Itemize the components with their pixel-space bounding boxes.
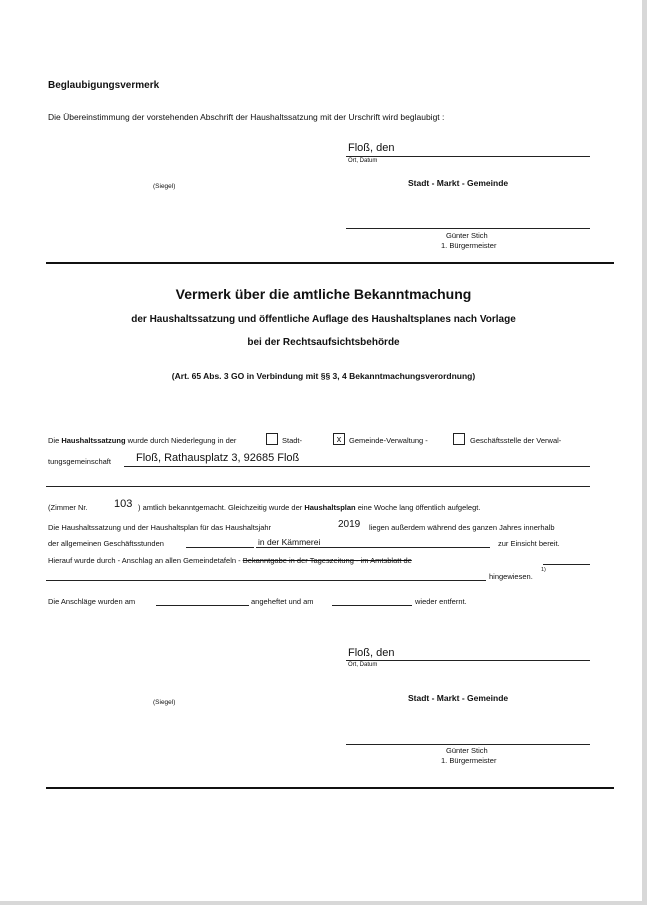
posted-label-c: wieder entfernt. [415, 597, 467, 606]
option-stadt-label: Stadt- [282, 436, 303, 445]
certification-statement: Die Übereinstimmung der vorstehenden Abschrift der Haushaltssatzung mit der Urschrift wird beglaubigt : [48, 112, 445, 122]
posted-label-b: angeheftet und am [251, 597, 314, 606]
checkbox-geschaeftsstelle[interactable] [453, 433, 465, 445]
signer-title: 1. Bürgermeister [441, 241, 497, 250]
hierauf-struck-text: Bekanntgabe in der Tageszeitung - im Amtsblatt de [242, 556, 412, 565]
zimmer-sentence [138, 503, 480, 512]
publication-prefix: Die [48, 436, 62, 445]
zimmer-rest-b: eine Woche lang öffentlich aufgelegt. [355, 503, 481, 512]
signature-line [346, 228, 590, 229]
notice-signer-name: Günter Stich [446, 746, 488, 755]
notice-subtitle-2: bei der Rechtsaufsichtsbehörde [247, 337, 400, 348]
footnote-mark: 1) [541, 567, 546, 573]
place-date-line [346, 156, 590, 157]
year-value[interactable]: 2019 [338, 519, 361, 530]
certification-heading: Beglaubigungsvermerk [48, 80, 160, 91]
year-sentence-a: Die Haushaltssatzung und der Haushaltsplan für das Haushaltsjahr [48, 523, 272, 532]
hours-line [186, 547, 254, 548]
verwaltungsgemeinschaft-label: tungsgemeinschaft [48, 457, 111, 466]
signer-name: Günter Stich [446, 231, 488, 240]
notice-place-date-caption: Ort, Datum [348, 662, 378, 668]
inspection-text: zur Einsicht bereit. [498, 539, 560, 548]
seal-label: (Siegel) [153, 183, 176, 190]
notice-signer-title: 1. Bürgermeister [441, 756, 497, 765]
haushaltsplan-label: Haushaltsplan [304, 503, 356, 512]
hierauf-text: Hierauf wurde durch - Anschlag an allen Gemeindetafeln - [48, 556, 243, 565]
place-date-caption: Ort, Datum [348, 158, 378, 164]
bottom-divider [46, 787, 614, 789]
hierauf-sentence [48, 556, 412, 565]
notice-title: Vermerk über die amtliche Bekanntmachung [175, 286, 472, 302]
notice-signature-line [346, 744, 590, 745]
hierauf-end-line [543, 564, 590, 565]
separator-line [46, 486, 590, 487]
hingewiesen-label: hingewiesen. [489, 572, 533, 581]
notice-seal-label: (Siegel) [153, 699, 176, 706]
checkbox-gemeinde[interactable]: x [333, 433, 345, 445]
notice-municipality-label: Stadt - Markt - Gemeinde [408, 693, 509, 703]
haushaltssatzung-label: Haushaltssatzung [61, 436, 126, 445]
zimmer-label: (Zimmer Nr. [48, 503, 88, 512]
checkbox-stadt[interactable] [266, 433, 278, 445]
address-line [124, 466, 590, 467]
legal-reference: (Art. 65 Abs. 3 GO in Verbindung mit §§ 3, 4 Bekanntmachungsverordnung) [171, 371, 476, 381]
notice-place-date-value: Floß, den [348, 647, 395, 659]
option-geschaeftsstelle-label: Geschäftsstelle der Verwal- [470, 436, 562, 445]
posted-date-line[interactable] [156, 605, 249, 606]
publication-sentence [48, 436, 236, 445]
hingewiesen-line [46, 580, 486, 581]
notice-subtitle-1: der Haushaltssatzung und öffentliche Auflage des Haushaltsplanes nach Vorlage [131, 314, 516, 325]
option-gemeinde-label: Gemeinde-Verwaltung - [349, 436, 428, 445]
section-divider [46, 262, 614, 264]
page-edge-bottom [0, 901, 647, 905]
removed-date-line[interactable] [332, 605, 412, 606]
year-sentence-b: liegen außerdem während des ganzen Jahres innerhalb [369, 523, 555, 532]
zimmer-rest-a: ) amtlich bekanntgemacht. Gleichzeitig wurde der [138, 503, 305, 512]
address-value[interactable]: Floß, Rathausplatz 3, 92685 Floß [136, 452, 300, 464]
location-line [256, 547, 490, 548]
hours-label: der allgemeinen Geschäftsstunden [48, 539, 164, 548]
page-edge-right [642, 0, 647, 905]
location-value[interactable]: in der Kämmerei [258, 537, 321, 547]
place-date-value: Floß, den [348, 142, 395, 154]
publication-rest: wurde durch Niederlegung in der [125, 436, 237, 445]
notice-place-date-line [346, 660, 590, 661]
zimmer-value[interactable]: 103 [114, 498, 133, 510]
posted-label-a: Die Anschläge wurden am [48, 597, 136, 606]
municipality-label: Stadt - Markt - Gemeinde [408, 178, 509, 188]
